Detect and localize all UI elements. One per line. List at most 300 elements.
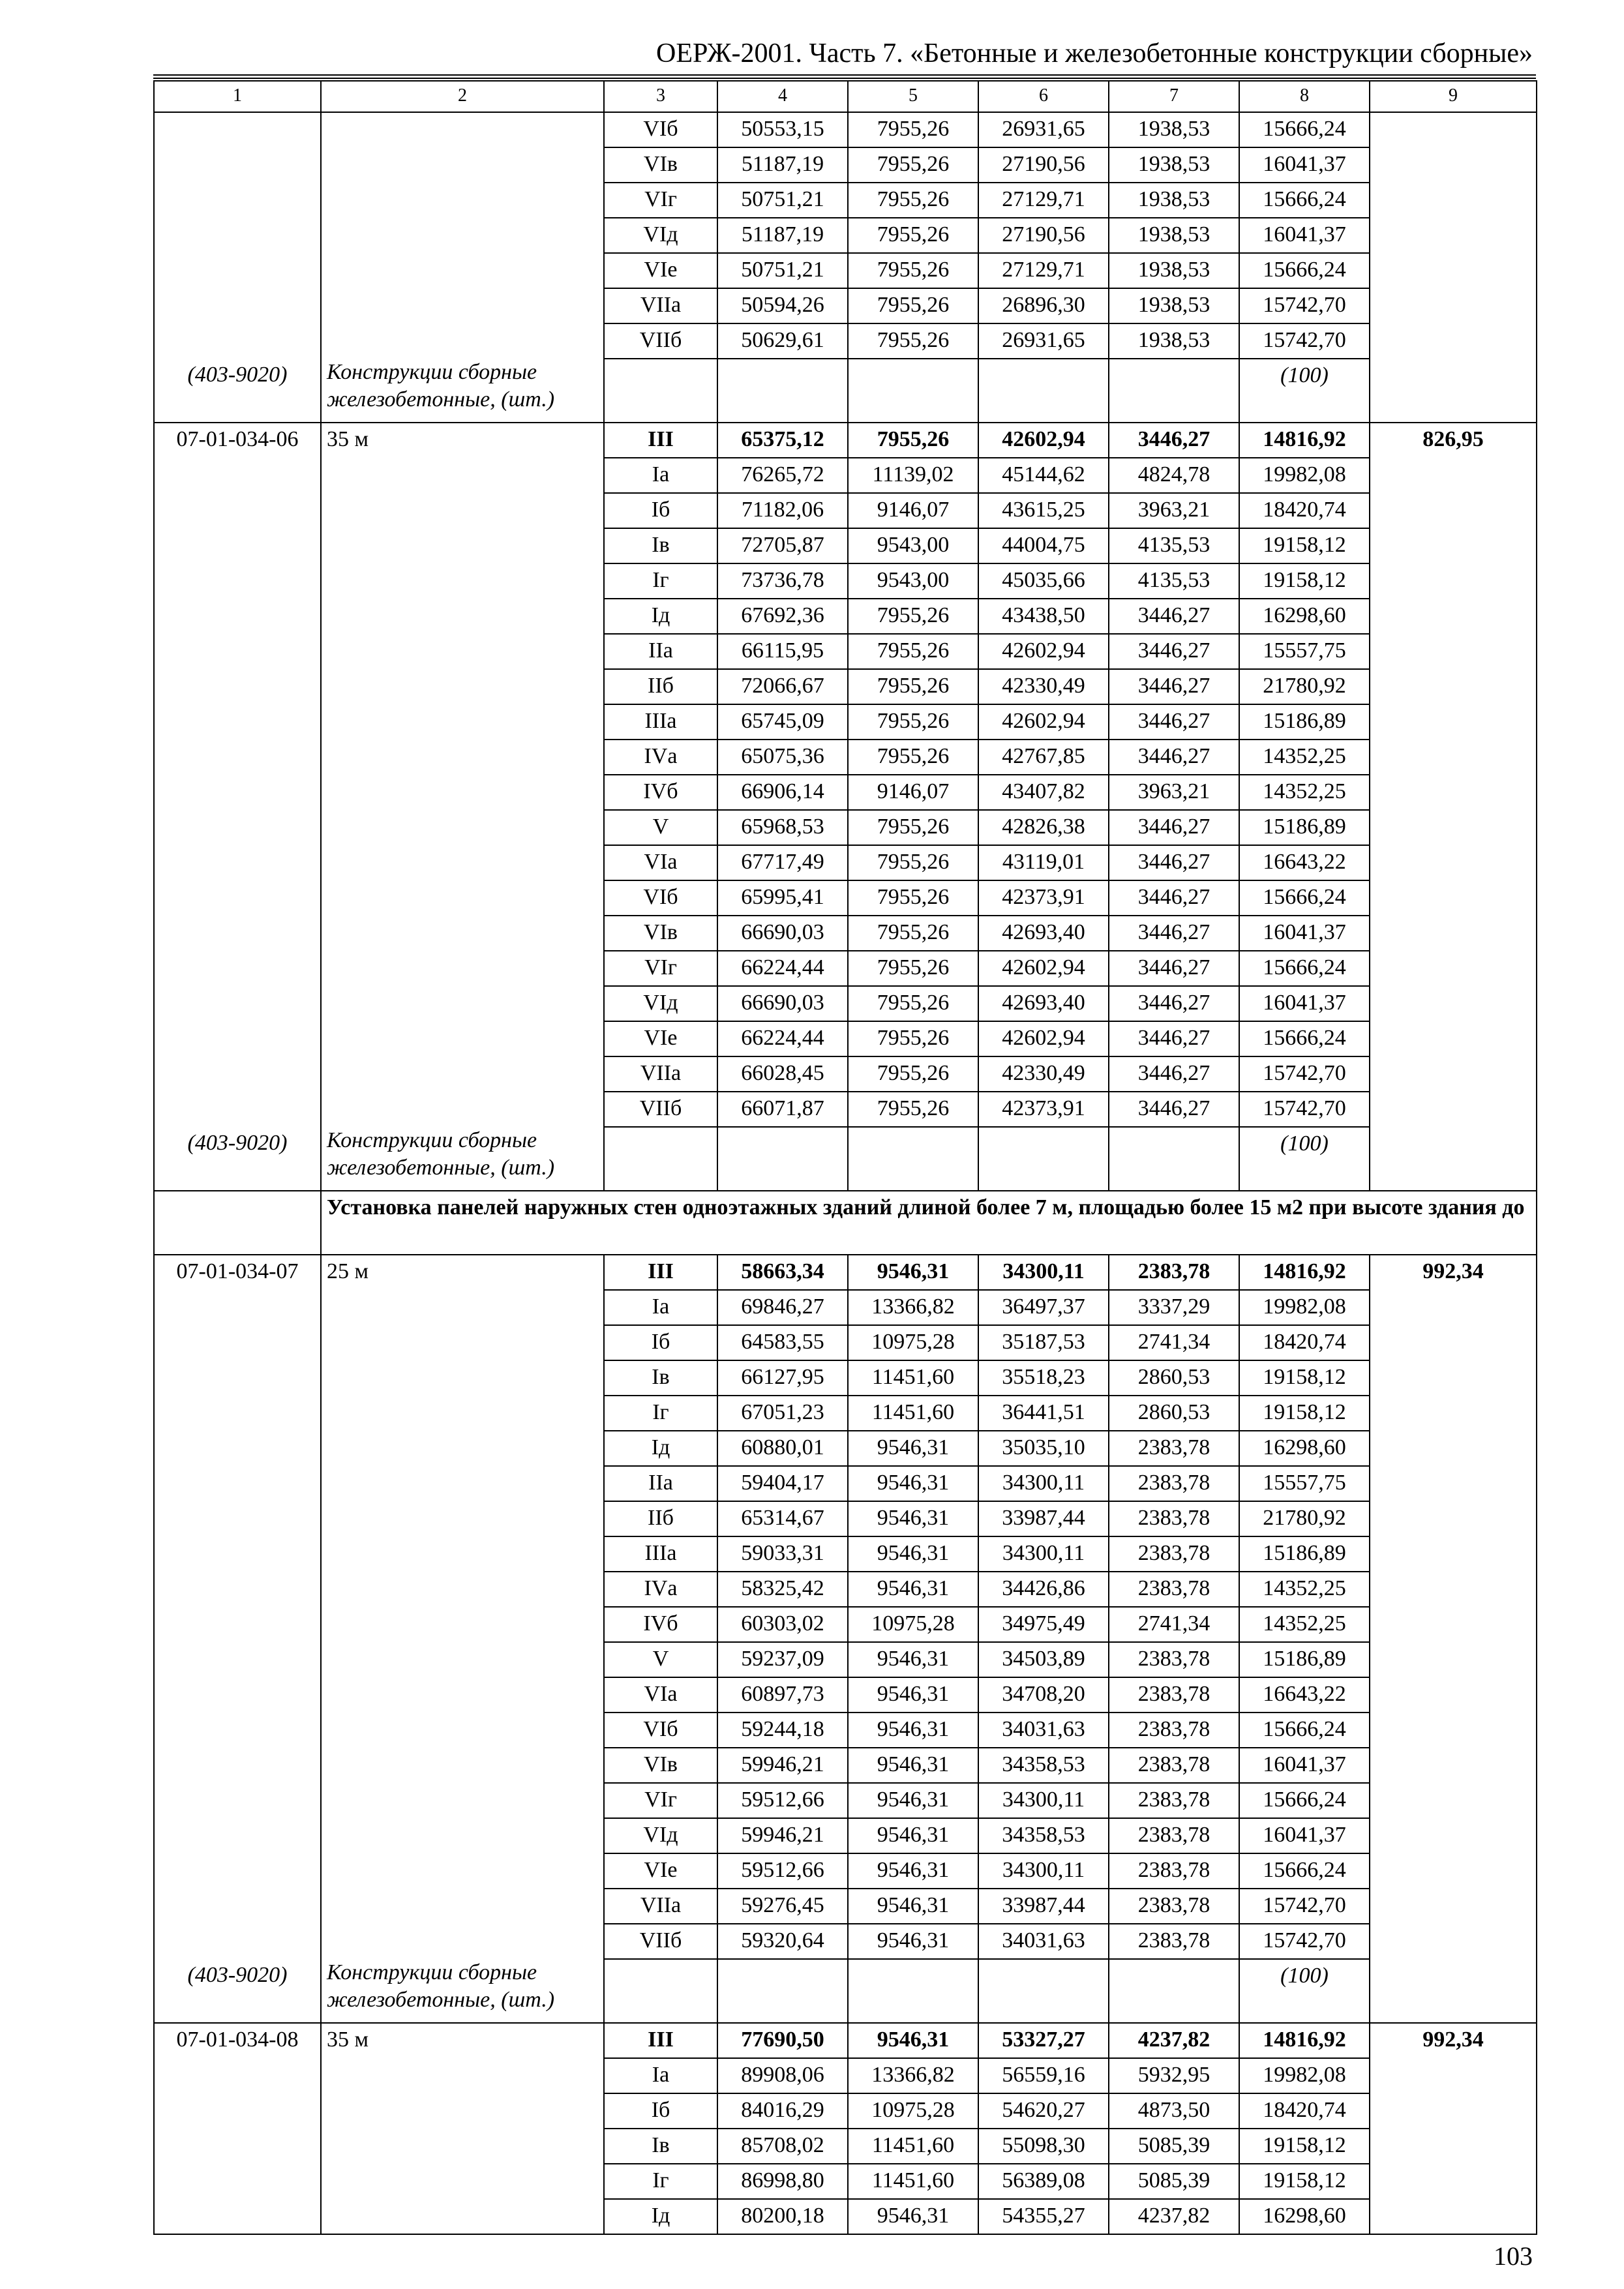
name-cell xyxy=(321,669,604,704)
name-cell xyxy=(321,2058,604,2093)
machinist-wages-cell: 2383,78 xyxy=(1109,1501,1239,1536)
total-cost-cell: 50751,21 xyxy=(717,253,848,288)
materials-cell: 15742,70 xyxy=(1239,1889,1370,1924)
machines-cell: 42330,49 xyxy=(978,669,1109,704)
total-cost-cell: 65968,53 xyxy=(717,810,848,845)
code-cell xyxy=(154,1748,321,1783)
table-row xyxy=(154,845,1537,880)
empty-cell xyxy=(154,1191,321,1255)
zone-cell: Iг xyxy=(604,1396,717,1431)
materials-cell: 16041,37 xyxy=(1239,147,1370,183)
zone-cell: III xyxy=(604,2023,717,2058)
materials-cell: 16643,22 xyxy=(1239,845,1370,880)
wages-cell: 9543,00 xyxy=(848,563,978,599)
materials-cell: 18420,74 xyxy=(1239,2093,1370,2129)
machinist-wages-cell: 3446,27 xyxy=(1109,986,1239,1021)
machines-cell: 42693,40 xyxy=(978,986,1109,1021)
labor-cell xyxy=(1370,2058,1537,2093)
name-cell xyxy=(321,1818,604,1853)
labor-cell xyxy=(1370,1325,1537,1360)
empty-cell xyxy=(604,359,717,423)
code-cell xyxy=(154,916,321,951)
table-row xyxy=(154,1056,1537,1092)
name-cell xyxy=(321,563,604,599)
machines-cell: 56559,16 xyxy=(978,2058,1109,2093)
name-cell xyxy=(321,1924,604,1959)
name-cell xyxy=(321,1290,604,1325)
total-cost-cell: 58325,42 xyxy=(717,1572,848,1607)
table-row xyxy=(154,1818,1537,1853)
machinist-wages-cell: 4135,53 xyxy=(1109,528,1239,563)
wages-cell: 11451,60 xyxy=(848,1360,978,1396)
machines-cell: 27190,56 xyxy=(978,218,1109,253)
table-row xyxy=(154,1853,1537,1889)
labor-cell xyxy=(1370,951,1537,986)
machines-cell: 34358,53 xyxy=(978,1748,1109,1783)
code-cell xyxy=(154,1713,321,1748)
table-row xyxy=(154,183,1537,218)
wages-cell: 9546,31 xyxy=(848,1889,978,1924)
materials-cell: 19158,12 xyxy=(1239,1396,1370,1431)
machinist-wages-cell: 4873,50 xyxy=(1109,2093,1239,2129)
machines-cell: 27190,56 xyxy=(978,147,1109,183)
resource-note-row xyxy=(154,359,1537,423)
resource-name: Конструкции сборные железобетонные, (шт.) xyxy=(321,1127,604,1191)
code-cell xyxy=(154,810,321,845)
resource-note-row xyxy=(154,1127,1537,1191)
zone-cell: VIIб xyxy=(604,1924,717,1959)
code-cell xyxy=(154,599,321,634)
machinist-wages-cell: 1938,53 xyxy=(1109,288,1239,323)
total-cost-cell: 59946,21 xyxy=(717,1818,848,1853)
wages-cell: 7955,26 xyxy=(848,740,978,775)
table-row xyxy=(154,1924,1537,1959)
wages-cell: 7955,26 xyxy=(848,634,978,669)
table-row xyxy=(154,323,1537,359)
machinist-wages-cell: 3337,29 xyxy=(1109,1290,1239,1325)
column-number: 8 xyxy=(1239,81,1370,112)
machines-cell: 36497,37 xyxy=(978,1290,1109,1325)
machines-cell: 42602,94 xyxy=(978,1021,1109,1056)
code-cell xyxy=(154,880,321,916)
wages-cell: 7955,26 xyxy=(848,1021,978,1056)
total-cost-cell: 89908,06 xyxy=(717,2058,848,2093)
code-cell xyxy=(154,1924,321,1959)
machinist-wages-cell: 2383,78 xyxy=(1109,1677,1239,1713)
table-row xyxy=(154,1092,1537,1127)
materials-cell: 14816,92 xyxy=(1239,2023,1370,2058)
labor-cell xyxy=(1370,810,1537,845)
machines-cell: 34503,89 xyxy=(978,1642,1109,1677)
materials-cell: 14352,25 xyxy=(1239,1572,1370,1607)
labor-cell xyxy=(1370,1431,1537,1466)
name-cell xyxy=(321,810,604,845)
code-cell xyxy=(154,1607,321,1642)
code-cell xyxy=(154,986,321,1021)
total-cost-cell: 86998,80 xyxy=(717,2164,848,2199)
code-cell xyxy=(154,2129,321,2164)
wages-cell: 9146,07 xyxy=(848,775,978,810)
machines-cell: 35518,23 xyxy=(978,1360,1109,1396)
header-rule-double xyxy=(153,78,1536,79)
wages-cell: 7955,26 xyxy=(848,112,978,147)
code-cell xyxy=(154,1889,321,1924)
table-row xyxy=(154,2023,1537,2058)
machines-cell: 33987,44 xyxy=(978,1889,1109,1924)
machines-cell: 42602,94 xyxy=(978,423,1109,458)
materials-cell: 16643,22 xyxy=(1239,1677,1370,1713)
code-cell xyxy=(154,2093,321,2129)
zone-cell: VIб xyxy=(604,880,717,916)
table-row xyxy=(154,458,1537,493)
machinist-wages-cell: 5085,39 xyxy=(1109,2164,1239,2199)
materials-cell: 19158,12 xyxy=(1239,2164,1370,2199)
materials-cell: 15742,70 xyxy=(1239,1924,1370,1959)
machinist-wages-cell: 3446,27 xyxy=(1109,423,1239,458)
zone-cell: VIа xyxy=(604,845,717,880)
labor-cell xyxy=(1370,253,1537,288)
total-cost-cell: 66224,44 xyxy=(717,951,848,986)
wages-cell: 9546,31 xyxy=(848,1255,978,1290)
labor-cell xyxy=(1370,634,1537,669)
total-cost-cell: 64583,55 xyxy=(717,1325,848,1360)
labor-cell xyxy=(1370,458,1537,493)
machinist-wages-cell: 3446,27 xyxy=(1109,845,1239,880)
name-cell xyxy=(321,253,604,288)
zone-cell: Iг xyxy=(604,2164,717,2199)
labor-cell xyxy=(1370,1713,1537,1748)
machines-cell: 34426,86 xyxy=(978,1572,1109,1607)
materials-cell: 15666,24 xyxy=(1239,183,1370,218)
table-row xyxy=(154,1431,1537,1466)
machines-cell: 34358,53 xyxy=(978,1818,1109,1853)
total-cost-cell: 59946,21 xyxy=(717,1748,848,1783)
machinist-wages-cell: 4135,53 xyxy=(1109,563,1239,599)
labor-cell xyxy=(1370,1924,1537,1959)
wages-cell: 9546,31 xyxy=(848,1677,978,1713)
total-cost-cell: 50594,26 xyxy=(717,288,848,323)
name-cell xyxy=(321,323,604,359)
total-cost-cell: 51187,19 xyxy=(717,218,848,253)
total-cost-cell: 59512,66 xyxy=(717,1853,848,1889)
machines-cell: 42330,49 xyxy=(978,1056,1109,1092)
materials-cell: 18420,74 xyxy=(1239,1325,1370,1360)
total-cost-cell: 65314,67 xyxy=(717,1501,848,1536)
machinist-wages-cell: 4237,82 xyxy=(1109,2023,1239,2058)
total-cost-cell: 66127,95 xyxy=(717,1360,848,1396)
total-cost-cell: 84016,29 xyxy=(717,2093,848,2129)
name-cell xyxy=(321,599,604,634)
total-cost-cell: 59033,31 xyxy=(717,1536,848,1572)
labor-cell xyxy=(1370,1677,1537,1713)
zone-cell: Iд xyxy=(604,1431,717,1466)
total-cost-cell: 67692,36 xyxy=(717,599,848,634)
labor-cell xyxy=(1370,1501,1537,1536)
machines-cell: 27129,71 xyxy=(978,253,1109,288)
table-row xyxy=(154,599,1537,634)
labor-cell xyxy=(1370,1290,1537,1325)
machines-cell: 35187,53 xyxy=(978,1325,1109,1360)
code-cell xyxy=(154,1853,321,1889)
code-cell xyxy=(154,563,321,599)
machines-cell: 26896,30 xyxy=(978,288,1109,323)
machines-cell: 42373,91 xyxy=(978,1092,1109,1127)
wages-cell: 13366,82 xyxy=(848,1290,978,1325)
wages-cell: 7955,26 xyxy=(848,704,978,740)
empty-cell xyxy=(717,1127,848,1191)
name-cell xyxy=(321,1092,604,1127)
machines-cell: 34300,11 xyxy=(978,1466,1109,1501)
column-number: 7 xyxy=(1109,81,1239,112)
wages-cell: 9546,31 xyxy=(848,1431,978,1466)
table-row xyxy=(154,1501,1537,1536)
name-cell xyxy=(321,458,604,493)
name-cell xyxy=(321,880,604,916)
resource-code: (403-9020) xyxy=(154,359,321,423)
machines-cell: 45144,62 xyxy=(978,458,1109,493)
machines-cell: 27129,71 xyxy=(978,183,1109,218)
materials-cell: 15186,89 xyxy=(1239,1536,1370,1572)
zone-cell: VIа xyxy=(604,1677,717,1713)
materials-cell: 21780,92 xyxy=(1239,1501,1370,1536)
zone-cell: VIг xyxy=(604,1783,717,1818)
table-row xyxy=(154,951,1537,986)
empty-cell xyxy=(848,359,978,423)
materials-cell: 15666,24 xyxy=(1239,1783,1370,1818)
price-table xyxy=(153,80,1537,2235)
labor-cell xyxy=(1370,880,1537,916)
machinist-wages-cell: 5085,39 xyxy=(1109,2129,1239,2164)
price-table-body xyxy=(154,81,1537,2234)
zone-cell: VIд xyxy=(604,218,717,253)
labor-cell xyxy=(1370,2164,1537,2199)
wages-cell: 9546,31 xyxy=(848,1466,978,1501)
labor-cell xyxy=(1370,2199,1537,2234)
total-cost-cell: 50553,15 xyxy=(717,112,848,147)
code-cell xyxy=(154,2058,321,2093)
resource-qty: (100) xyxy=(1239,1127,1370,1191)
total-cost-cell: 66028,45 xyxy=(717,1056,848,1092)
materials-cell: 15666,24 xyxy=(1239,1713,1370,1748)
name-cell xyxy=(321,1056,604,1092)
name-cell xyxy=(321,951,604,986)
resource-qty: (100) xyxy=(1239,1959,1370,2023)
name-cell xyxy=(321,1572,604,1607)
table-row xyxy=(154,1325,1537,1360)
code-cell xyxy=(154,1360,321,1396)
materials-cell: 14352,25 xyxy=(1239,775,1370,810)
machinist-wages-cell: 3446,27 xyxy=(1109,1092,1239,1127)
zone-cell: IIа xyxy=(604,1466,717,1501)
zone-cell: IVа xyxy=(604,740,717,775)
zone-cell: Iа xyxy=(604,2058,717,2093)
table-row xyxy=(154,2058,1537,2093)
zone-cell: VIIб xyxy=(604,1092,717,1127)
code-cell xyxy=(154,1325,321,1360)
table-row xyxy=(154,1642,1537,1677)
machinist-wages-cell: 3446,27 xyxy=(1109,704,1239,740)
total-cost-cell: 60880,01 xyxy=(717,1431,848,1466)
code-cell xyxy=(154,147,321,183)
name-cell xyxy=(321,1536,604,1572)
table-row xyxy=(154,916,1537,951)
code-cell xyxy=(154,528,321,563)
name-cell xyxy=(321,1677,604,1713)
wages-cell: 7955,26 xyxy=(848,810,978,845)
code-cell xyxy=(154,634,321,669)
zone-cell: Iв xyxy=(604,528,717,563)
zone-cell: IVб xyxy=(604,775,717,810)
code-cell xyxy=(154,253,321,288)
machines-cell: 34300,11 xyxy=(978,1536,1109,1572)
code-cell xyxy=(154,669,321,704)
name-cell xyxy=(321,1748,604,1783)
labor-cell xyxy=(1370,986,1537,1021)
labor-cell xyxy=(1370,1360,1537,1396)
table-row xyxy=(154,1889,1537,1924)
code-cell xyxy=(154,775,321,810)
name-cell xyxy=(321,2129,604,2164)
machines-cell: 42602,94 xyxy=(978,704,1109,740)
total-cost-cell: 66906,14 xyxy=(717,775,848,810)
labor-cell xyxy=(1370,323,1537,359)
materials-cell: 19982,08 xyxy=(1239,458,1370,493)
name-cell xyxy=(321,1021,604,1056)
machines-cell: 36441,51 xyxy=(978,1396,1109,1431)
wages-cell: 13366,82 xyxy=(848,2058,978,2093)
total-cost-cell: 60303,02 xyxy=(717,1607,848,1642)
empty-cell xyxy=(1109,359,1239,423)
name-cell xyxy=(321,1360,604,1396)
name-cell xyxy=(321,183,604,218)
labor-cell xyxy=(1370,1056,1537,1092)
page-header-title: ОЕРЖ-2001. Часть 7. «Бетонные и железобетонные конструкции сборные» xyxy=(656,38,1533,68)
resource-name: Конструкции сборные железобетонные, (шт.) xyxy=(321,1959,604,2023)
zone-cell: V xyxy=(604,1642,717,1677)
total-cost-cell: 66071,87 xyxy=(717,1092,848,1127)
wages-cell: 9546,31 xyxy=(848,1748,978,1783)
materials-cell: 15186,89 xyxy=(1239,704,1370,740)
name-cell xyxy=(321,1713,604,1748)
code-cell xyxy=(154,1677,321,1713)
resource-code: (403-9020) xyxy=(154,1127,321,1191)
name-cell: 25 м xyxy=(321,1255,604,1290)
name-cell xyxy=(321,1501,604,1536)
labor-cell xyxy=(1370,599,1537,634)
machines-cell: 42693,40 xyxy=(978,916,1109,951)
name-cell xyxy=(321,1325,604,1360)
empty-cell xyxy=(978,359,1109,423)
total-cost-cell: 73736,78 xyxy=(717,563,848,599)
machinist-wages-cell: 3446,27 xyxy=(1109,1021,1239,1056)
name-cell xyxy=(321,2164,604,2199)
total-cost-cell: 65075,36 xyxy=(717,740,848,775)
code-cell xyxy=(154,1501,321,1536)
empty-cell xyxy=(1370,359,1537,423)
machines-cell: 33987,44 xyxy=(978,1501,1109,1536)
code-cell xyxy=(154,1396,321,1431)
table-row xyxy=(154,880,1537,916)
machines-cell: 54355,27 xyxy=(978,2199,1109,2234)
machinist-wages-cell: 1938,53 xyxy=(1109,183,1239,218)
column-number: 3 xyxy=(604,81,717,112)
materials-cell: 19982,08 xyxy=(1239,2058,1370,2093)
labor-cell xyxy=(1370,1396,1537,1431)
code-cell xyxy=(154,493,321,528)
materials-cell: 19982,08 xyxy=(1239,1290,1370,1325)
empty-cell xyxy=(1370,1959,1537,2023)
wages-cell: 7955,26 xyxy=(848,253,978,288)
machinist-wages-cell: 3446,27 xyxy=(1109,810,1239,845)
materials-cell: 15666,24 xyxy=(1239,253,1370,288)
code-cell xyxy=(154,1642,321,1677)
materials-cell: 16041,37 xyxy=(1239,218,1370,253)
code-cell xyxy=(154,288,321,323)
materials-cell: 18420,74 xyxy=(1239,493,1370,528)
materials-cell: 19158,12 xyxy=(1239,1360,1370,1396)
materials-cell: 16041,37 xyxy=(1239,1818,1370,1853)
name-cell xyxy=(321,1607,604,1642)
table-row xyxy=(154,1677,1537,1713)
name-cell xyxy=(321,218,604,253)
name-cell xyxy=(321,845,604,880)
code-cell xyxy=(154,2199,321,2234)
machinist-wages-cell: 2383,78 xyxy=(1109,1466,1239,1501)
total-cost-cell: 66115,95 xyxy=(717,634,848,669)
labor-cell xyxy=(1370,1092,1537,1127)
zone-cell: Iб xyxy=(604,1325,717,1360)
name-cell xyxy=(321,775,604,810)
code-cell: 07-01-034-07 xyxy=(154,1255,321,1290)
empty-cell xyxy=(848,1127,978,1191)
resource-qty: (100) xyxy=(1239,359,1370,423)
wages-cell: 9546,31 xyxy=(848,1501,978,1536)
total-cost-cell: 76265,72 xyxy=(717,458,848,493)
machines-cell: 44004,75 xyxy=(978,528,1109,563)
machines-cell: 54620,27 xyxy=(978,2093,1109,2129)
machinist-wages-cell: 3446,27 xyxy=(1109,669,1239,704)
machinist-wages-cell: 2383,78 xyxy=(1109,1924,1239,1959)
table-row xyxy=(154,1360,1537,1396)
table-row xyxy=(154,147,1537,183)
machinist-wages-cell: 3963,21 xyxy=(1109,493,1239,528)
empty-cell xyxy=(604,1959,717,2023)
machinist-wages-cell: 2383,78 xyxy=(1109,1431,1239,1466)
labor-cell xyxy=(1370,493,1537,528)
machinist-wages-cell: 1938,53 xyxy=(1109,253,1239,288)
materials-cell: 15666,24 xyxy=(1239,951,1370,986)
machines-cell: 56389,08 xyxy=(978,2164,1109,2199)
zone-cell: VIIа xyxy=(604,1889,717,1924)
page-number: 103 xyxy=(1494,2241,1533,2271)
wages-cell: 7955,26 xyxy=(848,218,978,253)
machines-cell: 53327,27 xyxy=(978,2023,1109,2058)
wages-cell: 7955,26 xyxy=(848,1092,978,1127)
zone-cell: VIIа xyxy=(604,1056,717,1092)
total-cost-cell: 59512,66 xyxy=(717,1783,848,1818)
machines-cell: 43119,01 xyxy=(978,845,1109,880)
zone-cell: VIд xyxy=(604,986,717,1021)
total-cost-cell: 65995,41 xyxy=(717,880,848,916)
wages-cell: 9543,00 xyxy=(848,528,978,563)
zone-cell: Iб xyxy=(604,2093,717,2129)
zone-cell: VIIа xyxy=(604,288,717,323)
wages-cell: 9546,31 xyxy=(848,1536,978,1572)
labor-cell xyxy=(1370,1536,1537,1572)
table-row xyxy=(154,2199,1537,2234)
table-row xyxy=(154,1290,1537,1325)
wages-cell: 11139,02 xyxy=(848,458,978,493)
